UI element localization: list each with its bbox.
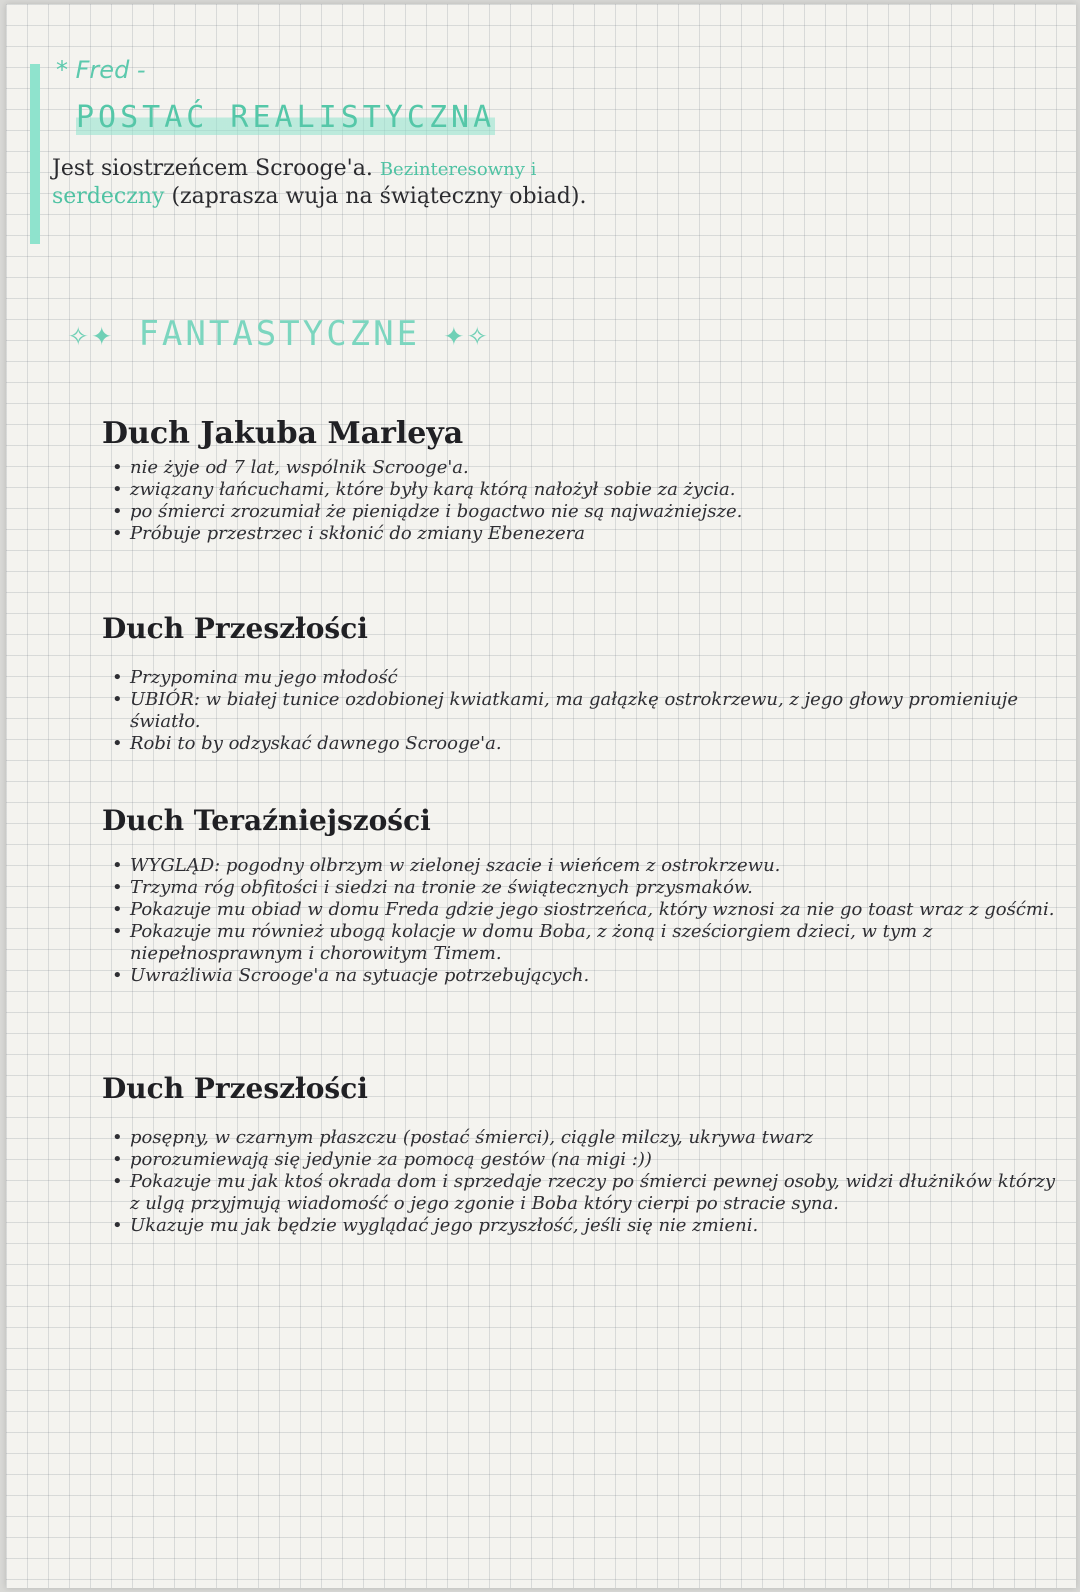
section-title: Duch Przeszłości [102, 1072, 368, 1105]
fantastic-heading-text: FANTASTYCZNE [138, 314, 421, 354]
list-item: • Próbuje przestrzec i skłonić do zmiany Ebenezera [110, 523, 1062, 545]
fred-description-text: Jest siostrzeńcem Scrooge'a. [52, 156, 373, 181]
highlighter-margin-bar [30, 64, 40, 244]
fantastic-heading [68, 314, 491, 354]
sparkle-icon-right: ✦✧ [443, 314, 491, 354]
section-future [102, 1072, 1062, 1237]
list-item: • związany łańcuchami, które były karą którą nałożył sobie za życia. [110, 479, 1062, 501]
list-item: • Uwrażliwia Scrooge'a na sytuacje potrzebujących. [110, 965, 1062, 987]
notebook-page [6, 4, 1076, 1588]
list-item: • posępny, w czarnym płaszczu (postać śmierci), ciągle milczy, ukrywa twarz [110, 1127, 1062, 1149]
list-item: • Robi to by odzyskać dawnego Scrooge'a. [110, 733, 1062, 755]
realistic-heading-text: POSTAĆ REALISTYCZNA [76, 100, 496, 135]
character-name: * Fred - [56, 56, 146, 84]
bullet-list [110, 1127, 1062, 1237]
section-title: Duch Przeszłości [102, 612, 368, 645]
section-title: Duch Jakuba Marleya [102, 416, 464, 451]
list-item: • Pokazuje mu również ubogą kolacje w domu Boba, z żoną i sześciorgiem dzieci, w tym z niepełnosprawnym i chorowitym Timem. [110, 921, 1062, 965]
list-item: • nie żyje od 7 lat, wspólnik Scrooge'a. [110, 457, 1062, 479]
fred-description-line-1 [52, 156, 536, 181]
list-item: • Ukazuje mu jak będzie wyglądać jego przyszłość, jeśli się nie zmieni. [110, 1215, 1062, 1237]
bullet-list [110, 855, 1062, 987]
list-item: • po śmierci zrozumiał że pieniądze i bogactwo nie są najważniejsze. [110, 501, 1062, 523]
section-marley [102, 416, 1062, 545]
list-item: • Przypomina mu jego młodość [110, 667, 1062, 689]
list-item: • porozumiewają się jedynie za pomocą gestów (na migi :)) [110, 1149, 1062, 1171]
list-item: • UBIÓR: w białej tunice ozdobionej kwiatkami, ma gałązkę ostrokrzewu, z jego głowy promieniuje światło. [110, 689, 1062, 733]
fred-trait-accent: Bezinteresowny i [379, 159, 537, 180]
bullet-list [110, 667, 1062, 755]
list-item: • Trzyma róg obfitości i siedzi na tronie ze świątecznych przysmaków. [110, 877, 1062, 899]
bullet-list [110, 457, 1062, 545]
fred-description-text-2: (zaprasza wuja na świąteczny obiad). [171, 184, 587, 209]
section-present [102, 804, 1062, 987]
fred-trait-accent-2: serdeczny [52, 184, 165, 209]
fred-description-line-2 [52, 184, 586, 209]
list-item: • WYGLĄD: pogodny olbrzym w zielonej szacie i wieńcem z ostrokrzewu. [110, 855, 1062, 877]
list-item: • Pokazuje mu obiad w domu Freda gdzie jego siostrzeńca, który wznosi za nie go toast wraz z gośćmi. [110, 899, 1062, 921]
sparkle-icon-left: ✧✦ [68, 314, 115, 354]
section-past [102, 612, 1062, 755]
list-item: • Pokazuje mu jak ktoś okrada dom i sprzedaje rzeczy po śmierci pewnej osoby, widzi dłużników którzy z ulgą przyjmują wiadomość o jego zgonie i Boba który cierpi po stracie syna. [110, 1171, 1062, 1215]
section-title: Duch Teraźniejszości [102, 804, 431, 837]
realistic-heading [76, 100, 495, 135]
